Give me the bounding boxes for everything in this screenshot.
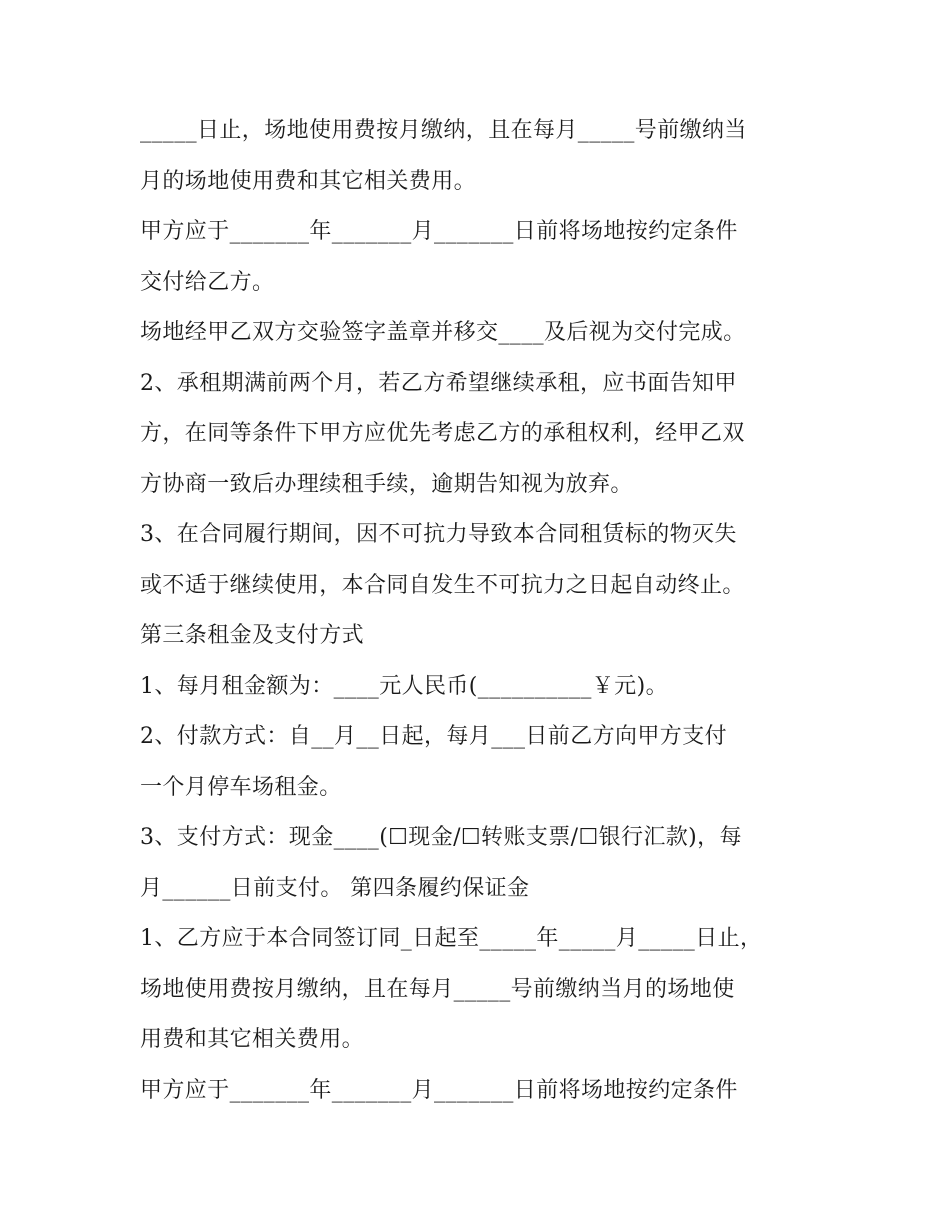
text-line-6: 2、承租期满前两个月，若乙方希望继续承租，应书面告知甲 bbox=[140, 371, 737, 396]
text-line-5: 场地经甲乙双方交验签字盖章并移交____及后视为交付完成。 bbox=[140, 320, 746, 345]
text-line-20: 甲方应于_______年_______月_______日前将场地按约定条件 bbox=[140, 1078, 738, 1103]
text-line-15: 3、支付方式：现金____(☐现金/☐转账支票/☐银行汇款)，每 bbox=[140, 825, 742, 850]
text-line-19: 用费和其它相关费用。 bbox=[140, 1027, 365, 1052]
section-heading-3: 第三条租金及支付方式 bbox=[140, 623, 365, 648]
text-line-14: 一个月停车场租金。 bbox=[140, 775, 342, 800]
text-line-13: 2、付款方式：自__月__日起，每月___日前乙方向甲方支付 bbox=[140, 724, 727, 749]
text-line-10: 或不适于继续使用，本合同自发生不可抗力之日起自动终止。 bbox=[140, 573, 745, 598]
text-line-8: 方协商一致后办理续租手续，逾期告知视为放弃。 bbox=[140, 472, 633, 497]
text-line-18: 场地使用费按月缴纳，且在每月_____号前缴纳当月的场地使 bbox=[140, 977, 735, 1002]
text-line-3: 甲方应于_______年_______月_______日前将场地按约定条件 bbox=[140, 219, 738, 244]
text-line-2: 月的场地使用费和其它相关费用。 bbox=[140, 169, 477, 194]
text-line-9: 3、在合同履行期间，因不可抗力导致本合同租赁标的物灭失 bbox=[140, 522, 737, 547]
text-line-7: 方，在同等条件下甲方应优先考虑乙方的承租权利，经甲乙双 bbox=[140, 421, 745, 446]
text-line-4: 交付给乙方。 bbox=[140, 270, 275, 295]
text-line-12: 1、每月租金额为：____元人民币(__________￥元)。 bbox=[140, 674, 668, 699]
text-line-17: 1、乙方应于本合同签订同_日起至_____年_____月_____日止， bbox=[140, 926, 763, 951]
text-line-16: 月______日前支付。 第四条履约保证金 bbox=[140, 876, 530, 901]
text-line-1: _____日止，场地使用费按月缴纳，且在每月_____号前缴纳当 bbox=[140, 118, 747, 143]
